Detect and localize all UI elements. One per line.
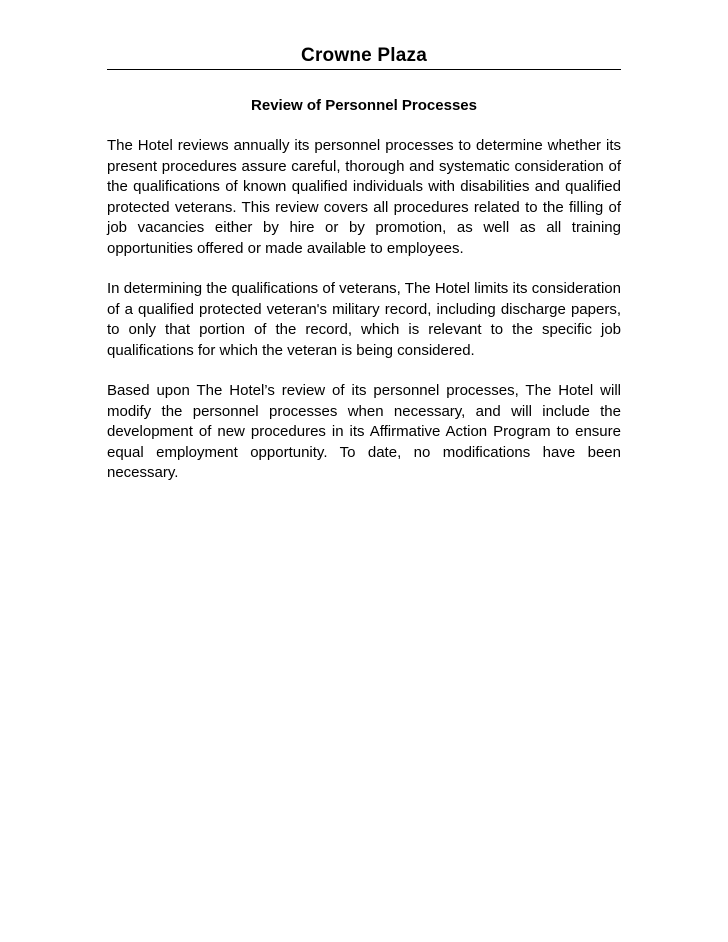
header-title: Crowne Plaza xyxy=(301,45,427,66)
document-body xyxy=(107,136,621,504)
paragraph-review: The Hotel reviews annually its personnel processes to determine whether its present procedures assure careful, thorough and systematic consideration of the qualifications of known qualified individuals with disabilities and qualified protected veterans. This review covers all procedures related to the filling of job vacancies either by hire or by promotion, as well as all training opportunities offered or made available to employees. xyxy=(107,137,621,257)
paragraph-veterans: In determining the qualifications of veterans, The Hotel limits its consideration of a qualified protected veteran's military record, including discharge papers, to only that portion of the record, which is relevant to the specific job qualifications for which the veteran is being considered. xyxy=(107,280,621,359)
paragraph-modifications: Based upon The Hotel’s review of its personnel processes, The Hotel will modify the personnel processes when necessary, and will include the development of new procedures in its Affirmative Action Program to ensure equal employment opportunity. To date, no modifications have been necessary. xyxy=(107,382,621,481)
section-title: Review of Personnel Processes xyxy=(251,97,477,114)
header-divider xyxy=(107,69,621,70)
